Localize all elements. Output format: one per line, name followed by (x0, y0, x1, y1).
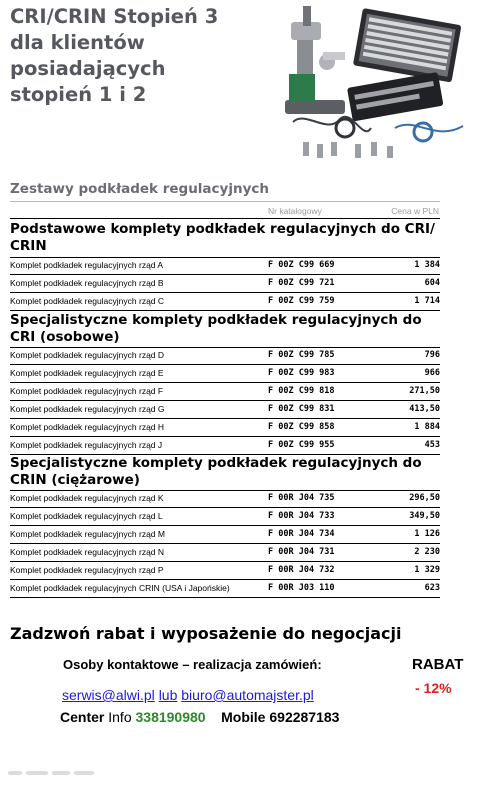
item-name: Komplet podkładek regulacyjnych rząd M (10, 529, 165, 539)
contact-heading: Osoby kontaktowe – realizacja zamówień: (63, 657, 322, 672)
catalog-number: F 00R J04 735 (268, 493, 335, 503)
table-row (10, 490, 440, 508)
group-title: Podstawowe komplety podkładek regulacyjnych do CRI/ CRIN (10, 221, 435, 254)
price: 1 126 (414, 529, 440, 539)
divider (10, 201, 440, 202)
discount-value: - 12% (415, 680, 452, 696)
price: 1 329 (414, 565, 440, 575)
price: 349,50 (409, 511, 440, 521)
catalog-number: F 00R J04 734 (268, 529, 335, 539)
email-link-biuro[interactable]: biuro@automajster.pl (181, 687, 314, 703)
table-row (10, 562, 440, 580)
item-name: Komplet podkładek regulacyjnych rząd H (10, 422, 165, 432)
item-name: Komplet podkładek regulacyjnych rząd C (10, 296, 165, 306)
price: 1 884 (414, 422, 440, 432)
table-row (10, 293, 440, 311)
column-header-price: Cena w PLN (391, 206, 439, 216)
catalog-number: F 00R J04 731 (268, 547, 335, 557)
item-name: Komplet podkładek regulacyjnych rząd E (10, 368, 164, 378)
email-separator: lub (158, 687, 178, 703)
catalog-number: F 00Z C99 818 (268, 386, 335, 396)
table-row (10, 508, 440, 526)
group-title: Specjalistyczne komplety podkładek regulacyjnych do CRIN (ciężarowe) (10, 455, 422, 488)
catalog-number: F 00Z C99 955 (268, 440, 335, 450)
catalog-number: F 00Z C99 983 (268, 368, 335, 378)
table-row (10, 275, 440, 293)
watermark-logo (8, 767, 98, 779)
table-row (10, 437, 440, 455)
item-name: Komplet podkładek regulacyjnych CRIN (USA i Japońskie) (10, 583, 230, 593)
email-link-serwis[interactable]: serwis@alwi.pl (62, 687, 155, 703)
email-line (62, 687, 314, 703)
item-name: Komplet podkładek regulacyjnych rząd B (10, 278, 164, 288)
price: 271,50 (409, 386, 440, 396)
item-name: Komplet podkładek regulacyjnych rząd L (10, 511, 163, 521)
price: 296,50 (409, 493, 440, 503)
catalog-number: F 00R J03 110 (268, 583, 335, 593)
catalog-number: F 00Z C99 759 (268, 296, 335, 306)
item-name: Komplet podkładek regulacyjnych rząd P (10, 565, 164, 575)
title-line: posiadających (10, 57, 166, 80)
catalog-number: F 00Z C99 831 (268, 404, 335, 414)
catalog-number: F 00Z C99 858 (268, 422, 335, 432)
price: 966 (424, 368, 440, 378)
column-header-catalog: Nr katalogowy (268, 206, 322, 216)
price: 623 (424, 583, 440, 593)
info-phone[interactable]: 338190980 (135, 709, 206, 725)
price: 604 (424, 278, 440, 288)
item-name: Komplet podkładek regulacyjnych rząd F (10, 386, 164, 396)
catalog-number: F 00R J04 732 (268, 565, 335, 575)
item-name: Komplet podkładek regulacyjnych rząd N (10, 547, 165, 557)
item-name: Komplet podkładek regulacyjnych rząd D (10, 350, 165, 360)
title-line: stopień 1 i 2 (10, 83, 147, 106)
catalog-number: F 00Z C99 785 (268, 350, 335, 360)
table-row (10, 401, 440, 419)
table-row (10, 419, 440, 437)
mobile-label: Mobile (221, 709, 266, 725)
center-label: Center (60, 709, 105, 725)
price: 1 384 (414, 260, 440, 270)
mobile-phone[interactable]: 692287183 (269, 709, 340, 725)
page-title (10, 4, 260, 108)
table-row (10, 580, 440, 598)
catalog-number: F 00Z C99 721 (268, 278, 335, 288)
price: 1 714 (414, 296, 440, 306)
table-row (10, 526, 440, 544)
section-heading: Zestawy podkładek regulacyjnych (10, 181, 269, 197)
catalog-number: F 00R J04 733 (268, 511, 335, 521)
product-photo (275, 2, 475, 164)
table-row (10, 544, 440, 562)
catalog-number: F 00Z C99 669 (268, 260, 335, 270)
group-title: Specjalistyczne komplety podkładek regulacyjnych do CRI (osobowe) (10, 312, 422, 345)
table-row (10, 365, 440, 383)
price: 796 (424, 350, 440, 360)
item-name: Komplet podkładek regulacyjnych rząd K (10, 493, 164, 503)
price: 413,50 (409, 404, 440, 414)
call-to-action: Zadzwoń rabat i wyposażenie do negocjacji (10, 624, 402, 643)
info-label: Info (108, 709, 132, 725)
table-row (10, 347, 440, 365)
title-line: CRI/CRIN Stopień 3 (10, 5, 219, 28)
item-name: Komplet podkładek regulacyjnych rząd G (10, 404, 165, 414)
discount-label: RABAT (412, 656, 464, 673)
phone-line (60, 709, 339, 725)
price: 453 (424, 440, 440, 450)
item-name: Komplet podkładek regulacyjnych rząd A (10, 260, 164, 270)
title-line: dla klientów (10, 31, 145, 54)
item-name: Komplet podkładek regulacyjnych rząd J (10, 440, 163, 450)
divider (10, 218, 440, 219)
price: 2 230 (414, 547, 440, 557)
table-row (10, 257, 440, 275)
table-row (10, 383, 440, 401)
